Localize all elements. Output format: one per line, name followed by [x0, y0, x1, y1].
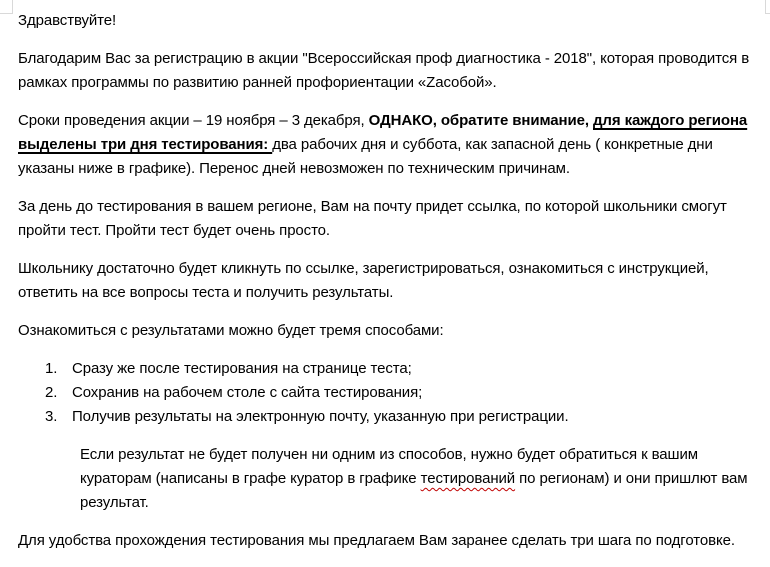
text-run: Школьнику достаточно будет кликнуть по ссылке, зарегистрироваться, ознакомиться с инструкцией, ответить на все вопросы теста и получить результаты. — [18, 260, 709, 301]
text-run: За день до тестирования в вашем регионе, Вам на почту придет ссылка, по которой школьники смогут пройти тест. Пройти тест будет очень просто. — [18, 198, 727, 239]
list-item-text — [72, 381, 768, 405]
text-run: Сохранив на рабочем столе с сайта тестирования; — [72, 384, 423, 401]
text-run: ОДНАКО, обратите внимание, — [368, 112, 593, 129]
list-item-number: 1. — [45, 360, 58, 377]
paragraph — [18, 529, 768, 553]
paragraph — [18, 195, 768, 243]
list-item-text — [72, 405, 768, 429]
text-run: по регионам) и они пришлют вам результат. — [80, 470, 748, 511]
text-run: Сразу же после тестирования на странице теста; — [72, 360, 412, 377]
list-item — [18, 357, 768, 381]
list-item — [18, 381, 768, 405]
text-run: Ознакомиться с результатами можно будет тремя способами: — [18, 322, 444, 339]
text-run: Получив результаты на электронную почту, указанную при регистрации. — [72, 408, 569, 425]
text-run: Для удобства прохождения тестирования мы предлагаем Вам заранее сделать три шага по подготовке. — [18, 532, 735, 549]
numbered-list — [18, 357, 768, 429]
list-item-text — [72, 357, 768, 381]
paragraph — [18, 257, 768, 305]
list-item — [18, 405, 768, 429]
list-item-number: 3. — [45, 408, 58, 425]
paragraph — [18, 319, 768, 343]
text-run: для каждого региона выделены три дня тестирования: — [18, 112, 748, 153]
text-run: Благодарим Вас за регистрацию в акции "Всероссийская проф диагностика - 2018", которая проводится в рамках программы по развитию ранней профориентации «Zасобой». — [18, 50, 750, 91]
document-text-area[interactable] — [18, 9, 768, 567]
list-item-number: 2. — [45, 384, 58, 401]
text-run: два рабочих дня и суббота, как запасной день ( конкретные дни указаны ниже в графике). Перенос дней невозможен по техническим причинам. — [18, 136, 713, 177]
paragraph — [18, 9, 768, 33]
text-run: Если результат не будет получен ни одним из способов, нужно будет обратиться к вашим кураторам (написаны в графе куратор в графике — [80, 446, 698, 487]
text-run: Здравствуйте! — [18, 12, 117, 29]
paragraph — [18, 109, 768, 181]
paragraph — [18, 47, 768, 95]
misspelled-text-run: тестирований — [420, 470, 516, 487]
text-run: Сроки проведения акции – 19 ноября – 3 декабря, — [18, 112, 369, 129]
page-corner-mark-top-left-icon — [0, 0, 13, 14]
paragraph — [80, 443, 768, 515]
